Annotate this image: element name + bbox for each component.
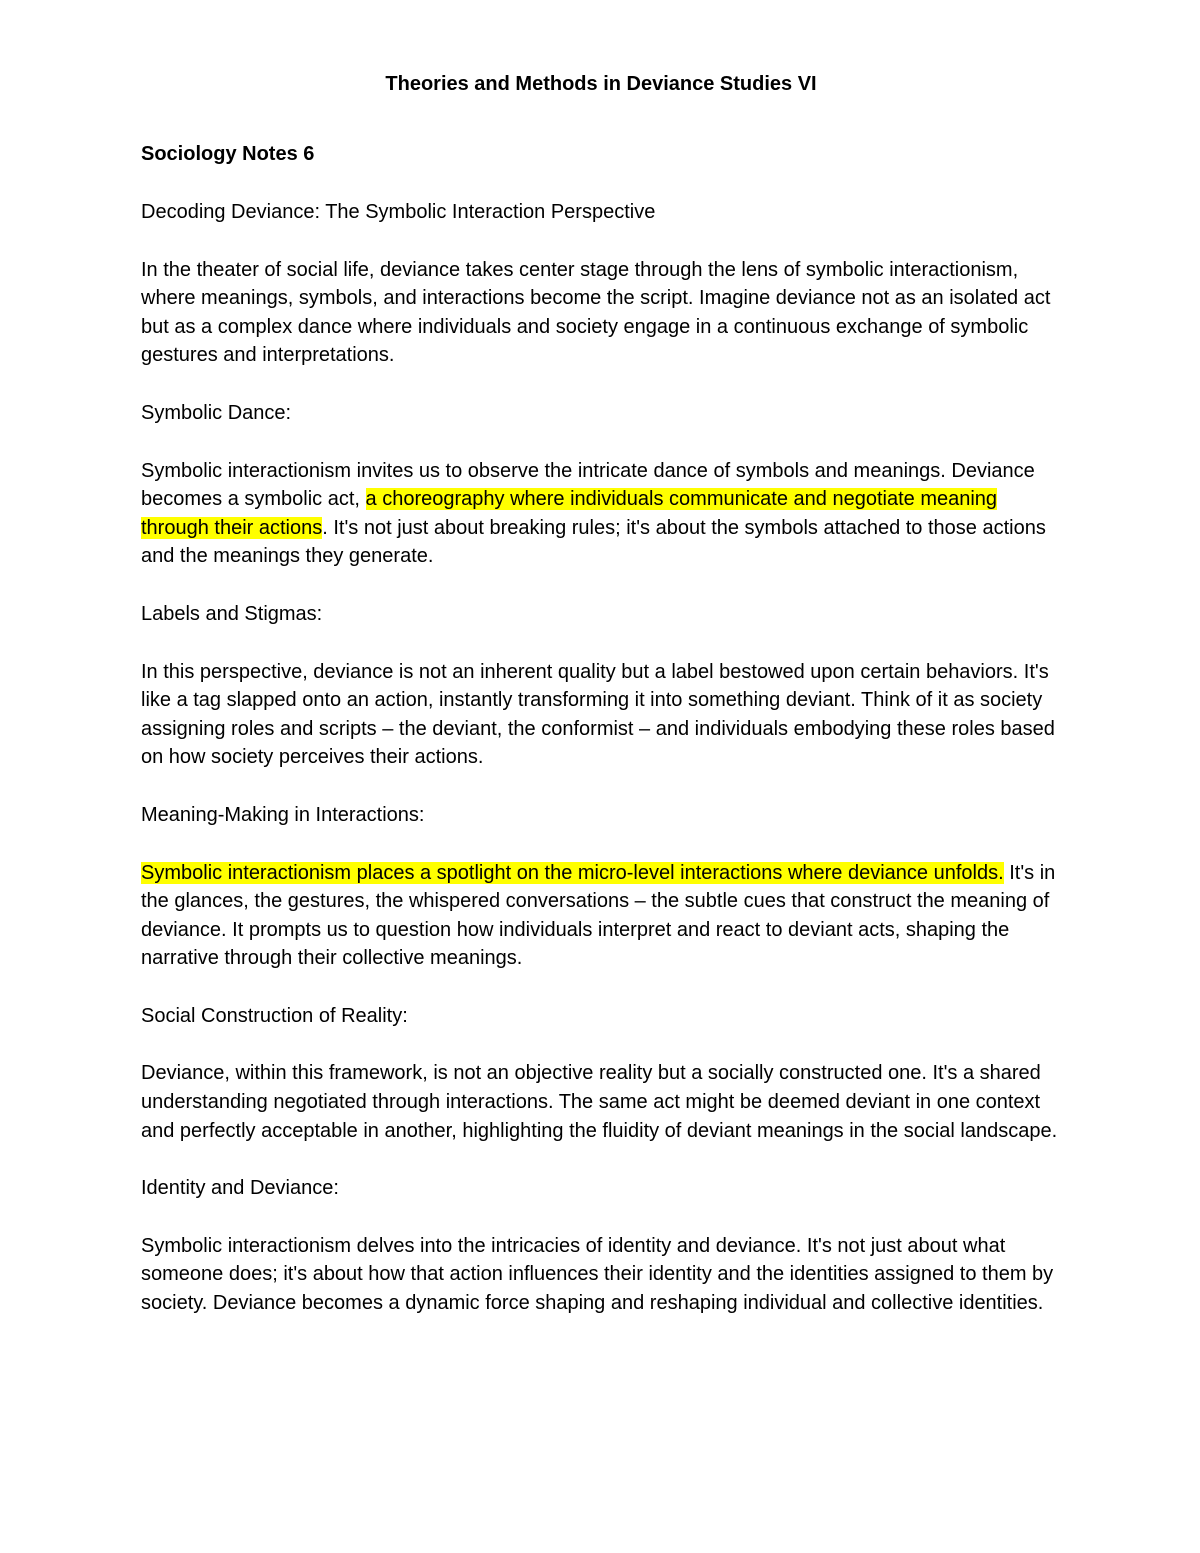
section-body-meaning-making: [141, 859, 1061, 973]
section-body-identity-deviance: Symbolic interactionism delves into the intricacies of identity and deviance. It's not just about what someone does; it's about how that action influences their identity and the identities assigned to them by society. Deviance becomes a dynamic force shaping and reshaping individual and collective identities.: [141, 1234, 1054, 1315]
highlighted-text: Symbolic interactionism places a spotlight on the micro-level interactions where deviance unfolds.: [141, 861, 1004, 884]
document-page: [141, 70, 1061, 1318]
document-subtitle: Decoding Deviance: The Symbolic Interaction Perspective: [141, 201, 656, 223]
highlighted-text: a choreography where individuals communicate and negotiate meaning through their actions: [141, 488, 998, 539]
section-heading-symbolic-dance: Symbolic Dance:: [141, 401, 292, 424]
section-heading-social-construction: Social Construction of Reality:: [141, 1004, 408, 1027]
body-text: It's in the glances, the gestures, the whispered conversations – the subtle cues that construct the meaning of deviance. It prompts us to question how individuals interpret and react to deviant acts, shaping the narrative through their collective meanings.: [141, 861, 1056, 970]
section-body-labels-stigmas: In this perspective, deviance is not an inherent quality but a label bestowed upon certain behaviors. It's like a tag slapped onto an action, instantly transforming it into something deviant. Think of it as society assigning roles and scripts – the deviant, the conformist – and individuals embodying these roles based on how society perceives their actions.: [141, 660, 1055, 769]
section-heading-labels-stigmas: Labels and Stigmas:: [141, 602, 323, 625]
section-body-social-construction: Deviance, within this framework, is not an objective reality but a socially constructed one. It's a shared understanding negotiated through interactions. The same act might be deemed deviant in one context and perfectly acceptable in another, highlighting the fluidity of deviant meanings in the social landscape.: [141, 1062, 1058, 1142]
section-heading-meaning-making: Meaning-Making in Interactions:: [141, 803, 425, 826]
body-text: . It's not just about breaking rules; it's about the symbols attached to those actions and the meanings they generate.: [141, 516, 1046, 568]
body-text: Symbolic interactionism invites us to observe the intricate dance of symbols and meanings. Deviance becomes a symbolic act,: [141, 459, 1035, 511]
notes-heading: Sociology Notes 6: [141, 143, 315, 165]
section-body-symbolic-dance: [141, 457, 1061, 571]
section-heading-identity-deviance: Identity and Deviance:: [141, 1177, 339, 1200]
document-title: Theories and Methods in Deviance Studies VI: [385, 73, 817, 95]
intro-paragraph: In the theater of social life, deviance takes center stage through the lens of symbolic interactionism, where meanings, symbols, and interactions become the script. Imagine deviance not as an isolated act but as a complex dance where individuals and society engage in a continuous exchange of symbolic gestures and interpretations.: [141, 258, 1051, 367]
